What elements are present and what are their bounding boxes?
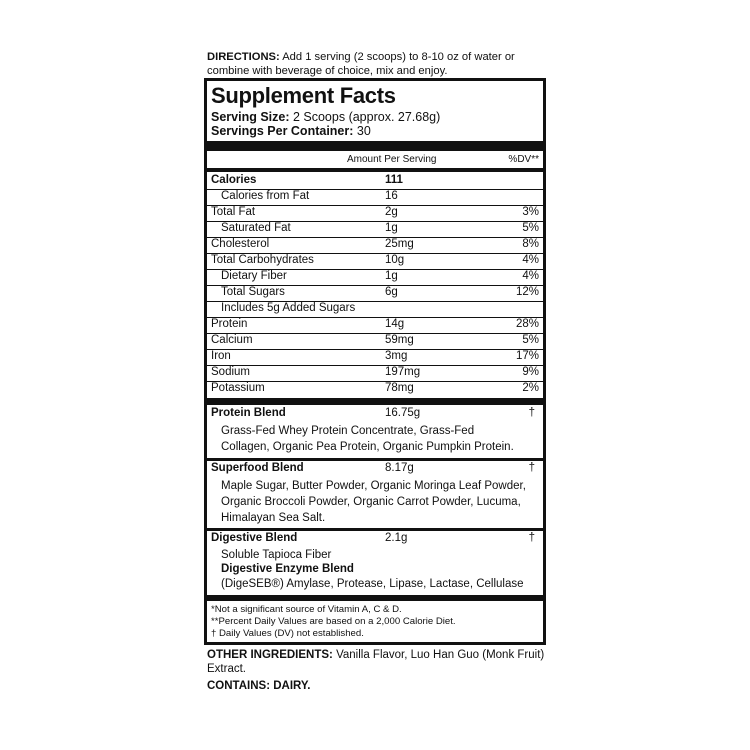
dv-header: %DV**	[508, 154, 539, 165]
thick-divider	[207, 528, 543, 531]
nutrient-row	[207, 269, 543, 285]
digestive-blend-amount: 2.1g	[385, 532, 408, 544]
digestive-blend-ingredients: (DigeSEB®) Amylase, Protease, Lipase, Lactase, Cellulase	[221, 578, 524, 590]
nutrient-dv: 5%	[522, 222, 539, 234]
other-ingredients	[207, 648, 547, 676]
nutrient-row	[207, 365, 543, 381]
nutrient-row	[207, 317, 543, 333]
nutrient-row	[207, 333, 543, 349]
nutrient-name: Saturated Fat	[221, 222, 291, 234]
header-divider	[207, 168, 543, 172]
serving-size-label: Serving Size:	[211, 110, 290, 124]
panel-title: Supplement Facts	[211, 83, 396, 108]
protein-blend-amount: 16.75g	[385, 407, 421, 419]
nutrient-dv: 8%	[522, 238, 539, 250]
thick-divider	[207, 141, 543, 151]
nutrient-name: Total Fat	[211, 206, 256, 218]
nutrient-amount: 111	[385, 174, 403, 186]
servings-per-label: Servings Per Container:	[211, 124, 354, 138]
superfood-blend-title: Superfood Blend	[211, 462, 304, 474]
allergen-statement: CONTAINS: DAIRY.	[207, 680, 311, 692]
thick-divider	[207, 595, 543, 601]
nutrient-amount: 16	[385, 190, 398, 202]
servings-per-value: 30	[353, 124, 371, 138]
nutrient-amount: 2g	[385, 206, 398, 218]
amount-per-serving-header: Amount Per Serving	[347, 154, 437, 165]
protein-blend-title: Protein Blend	[211, 407, 286, 419]
footnote: **Percent Daily Values are based on a 2,000 Calorie Diet.	[211, 616, 456, 627]
directions-text	[207, 50, 547, 78]
nutrient-amount: 78mg	[385, 382, 414, 394]
nutrient-amount: 1g	[385, 270, 398, 282]
footnote: *Not a significant source of Vitamin A, C & D.	[211, 604, 402, 615]
nutrient-name: Potassium	[211, 382, 265, 394]
nutrient-row	[207, 221, 543, 237]
nutrient-name: Calories	[211, 174, 257, 186]
nutrient-name: Calories from Fat	[221, 190, 310, 202]
directions-label: DIRECTIONS:	[207, 51, 280, 63]
nutrient-row	[207, 301, 543, 317]
other-ingredients-text: Vanilla Flavor, Luo Han Guo (Monk Fruit) Extract.	[207, 649, 545, 675]
nutrient-name: Sodium	[211, 366, 250, 378]
nutrient-amount: 25mg	[385, 238, 414, 250]
nutrient-amount: 59mg	[385, 334, 414, 346]
nutrient-dv: 3%	[522, 206, 539, 218]
nutrient-dv: 4%	[522, 270, 539, 282]
nutrient-name: Dietary Fiber	[221, 270, 287, 282]
other-ingredients-label: OTHER INGREDIENTS:	[207, 649, 333, 661]
nutrient-name: Total Carbohydrates	[211, 254, 314, 266]
thick-divider	[207, 458, 543, 461]
serving-size-value: 2 Scoops (approx. 27.68g)	[289, 110, 441, 124]
protein-blend-ingredients: Grass-Fed Whey Protein Concentrate, Grass-Fed	[221, 425, 475, 437]
nutrient-amount: 14g	[385, 318, 405, 330]
digestive-blend-ingredients: Soluble Tapioca Fiber	[221, 549, 332, 561]
nutrient-amount: 6g	[385, 286, 398, 298]
nutrient-row	[207, 173, 543, 189]
nutrient-name: Iron	[211, 350, 231, 362]
nutrient-row	[207, 285, 543, 301]
nutrient-name: Total Sugars	[221, 286, 285, 298]
nutrient-dv: 17%	[515, 350, 539, 362]
superfood-blend-ingredients: Organic Broccoli Powder, Organic Carrot Powder, Lucuma,	[221, 496, 521, 508]
nutrient-name: Cholesterol	[211, 238, 270, 250]
nutrient-dv: 28%	[515, 318, 539, 330]
nutrient-dv: 9%	[522, 366, 539, 378]
superfood-blend-amount: 8.17g	[385, 462, 414, 474]
thick-divider	[207, 398, 543, 405]
servings-per-container	[211, 124, 371, 138]
digestive-blend-dagger: †	[528, 532, 535, 544]
nutrient-row	[207, 381, 543, 397]
directions-body: Add 1 serving (2 scoops) to 8-10 oz of water or combine with beverage of choice, mix and enjoy.	[207, 51, 515, 77]
nutrient-row	[207, 237, 543, 253]
nutrient-name: Calcium	[211, 334, 253, 346]
digestive-blend-title: Digestive Blend	[211, 532, 298, 544]
nutrient-row	[207, 253, 543, 269]
nutrient-amount: 3mg	[385, 350, 408, 362]
nutrient-name: Includes 5g Added Sugars	[221, 302, 356, 314]
nutrient-dv: 12%	[515, 286, 539, 298]
protein-blend-ingredients: Collagen, Organic Pea Protein, Organic Pumpkin Protein.	[221, 441, 514, 453]
nutrient-amount: 1g	[385, 222, 398, 234]
nutrient-dv: 2%	[522, 382, 539, 394]
nutrient-row	[207, 189, 543, 205]
nutrient-row	[207, 349, 543, 365]
superfood-blend-ingredients: Maple Sugar, Butter Powder, Organic Moringa Leaf Powder,	[221, 480, 526, 492]
nutrient-name: Protein	[211, 318, 248, 330]
footnote: † Daily Values (DV) not established.	[211, 628, 364, 639]
serving-size	[211, 110, 440, 124]
superfood-blend-dagger: †	[528, 462, 535, 474]
nutrient-dv: 5%	[522, 334, 539, 346]
superfood-blend-ingredients: Himalayan Sea Salt.	[221, 512, 326, 524]
nutrient-row	[207, 205, 543, 221]
protein-blend-dagger: †	[528, 407, 535, 419]
supplement-facts-panel	[204, 78, 546, 645]
nutrient-dv: 4%	[522, 254, 539, 266]
nutrient-amount: 197mg	[385, 366, 421, 378]
nutrient-amount: 10g	[385, 254, 405, 266]
digestive-enzyme-blend-title: Digestive Enzyme Blend	[221, 563, 354, 575]
